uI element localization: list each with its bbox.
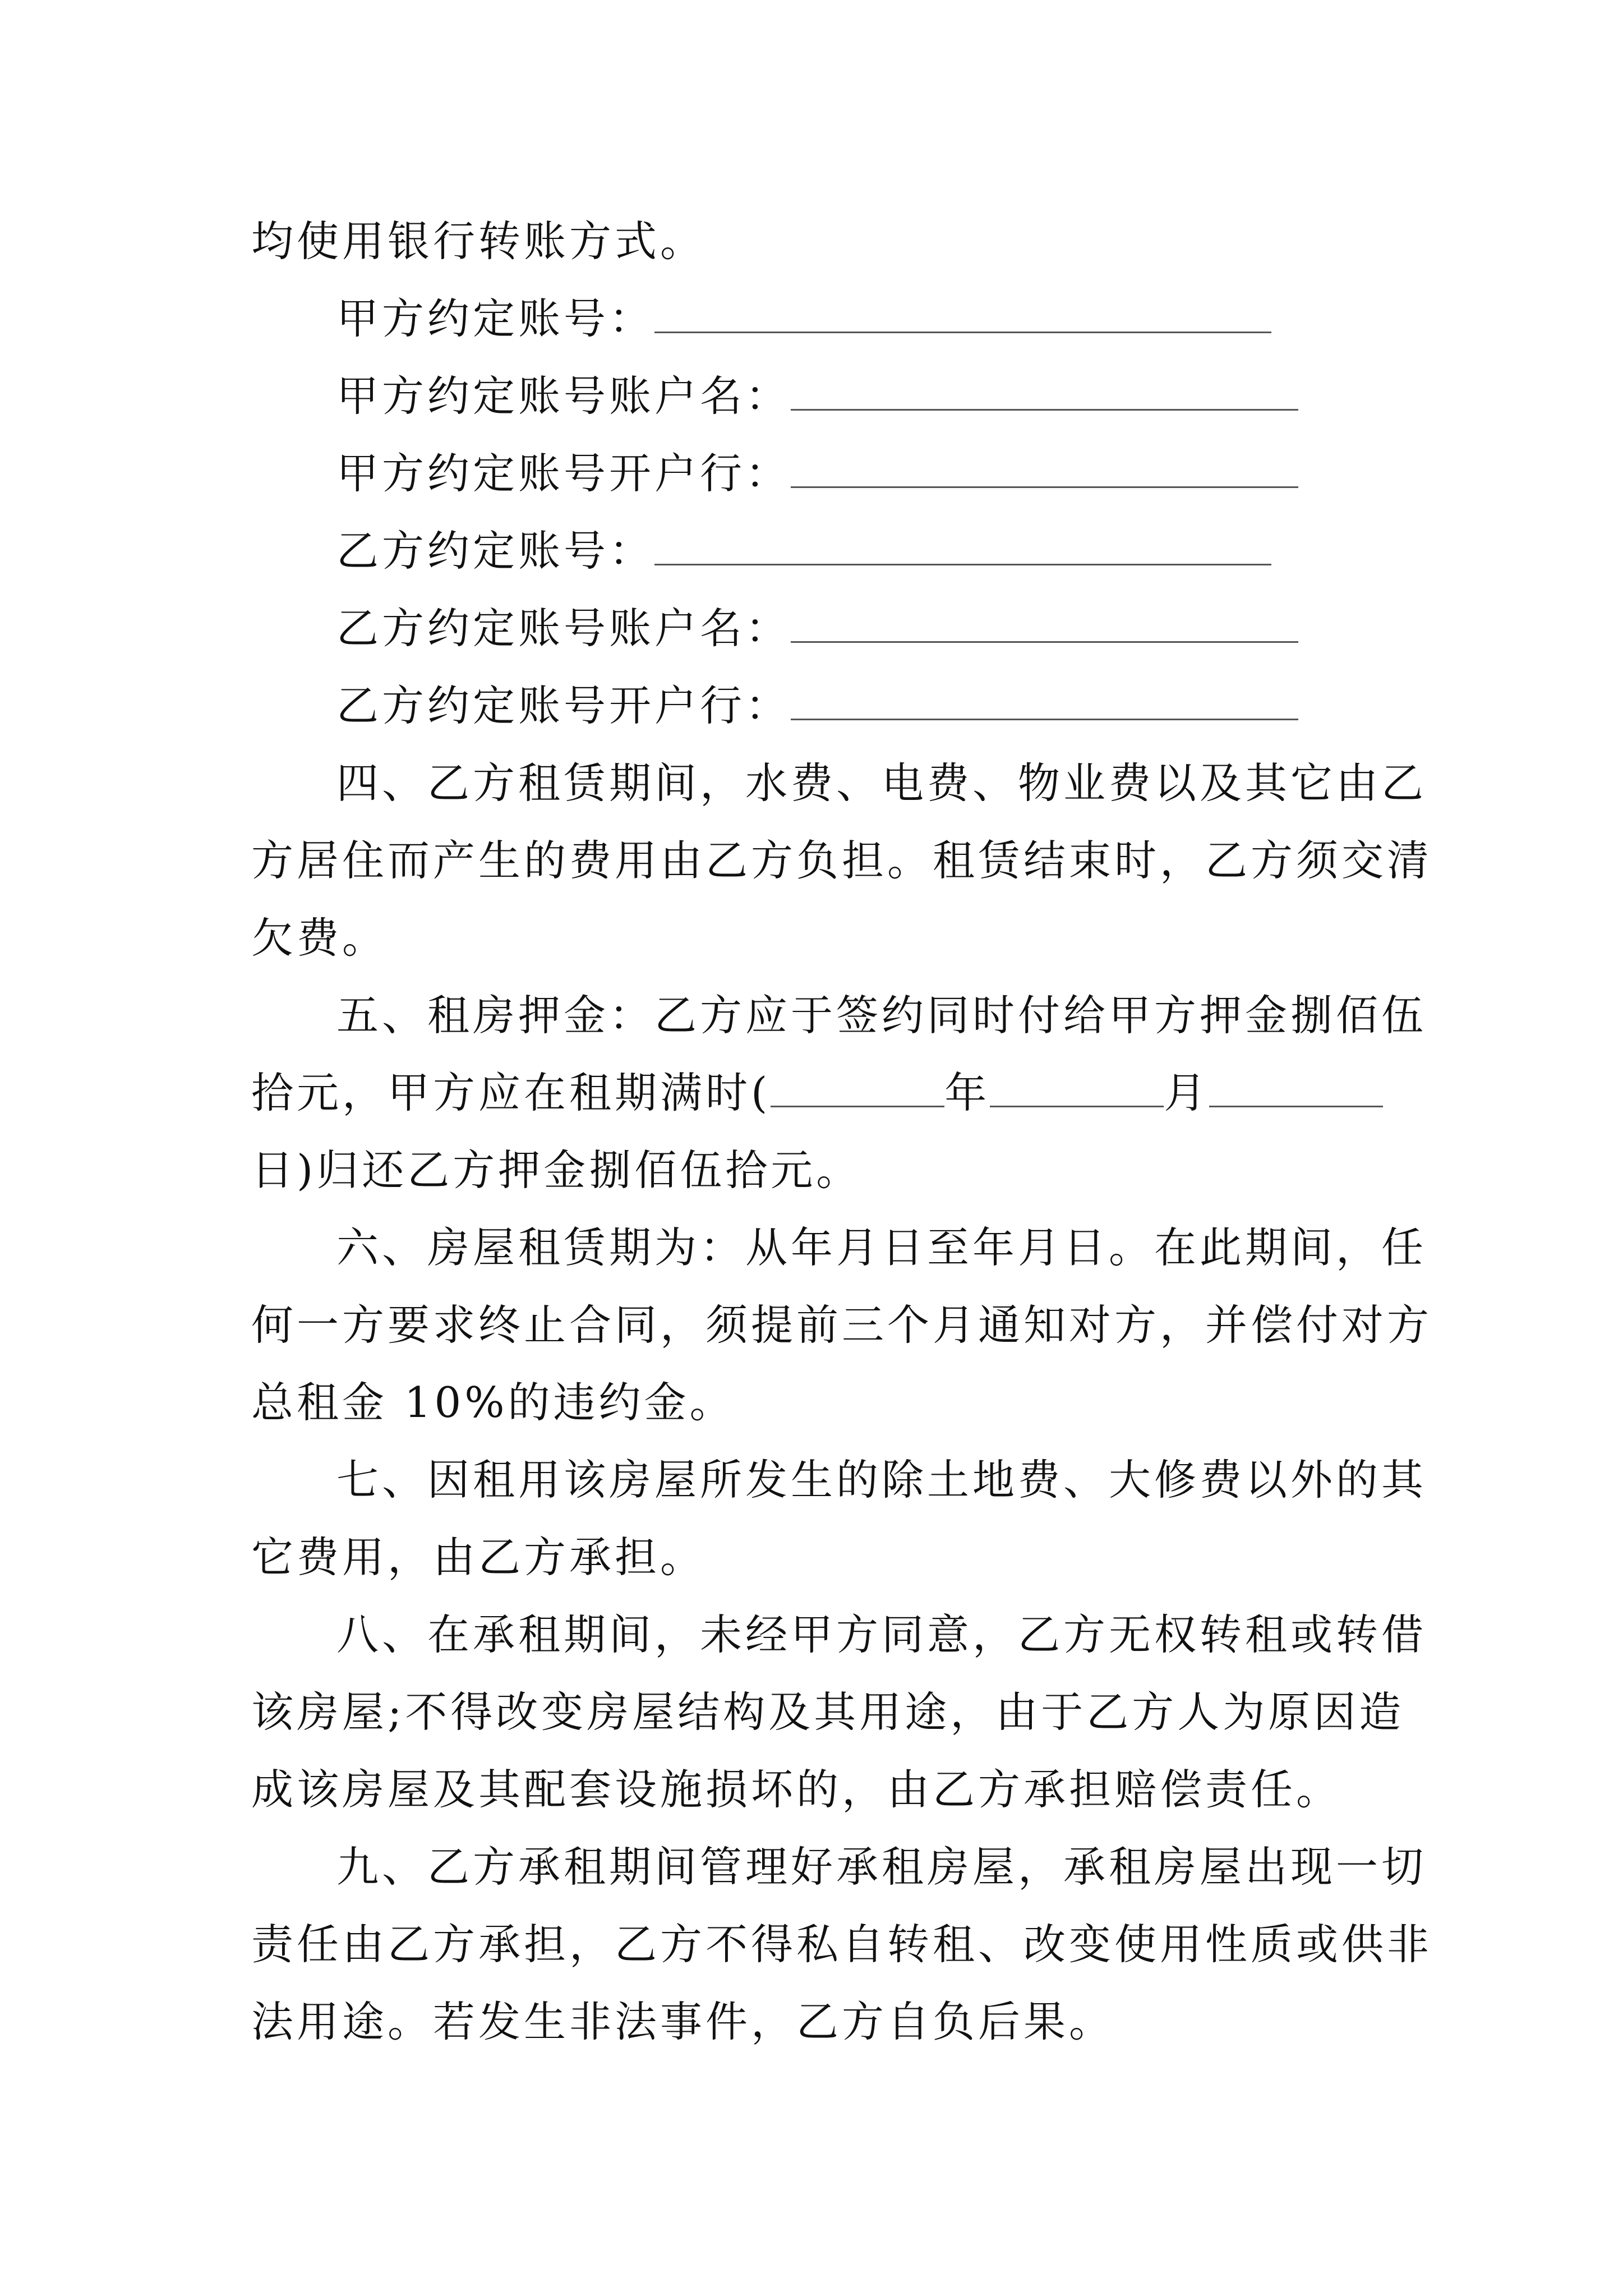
account-label: 甲方约定账号： bbox=[336, 294, 655, 343]
account-label: 乙方约定账号账户名： bbox=[336, 604, 791, 653]
text-line: 七、因租用该房屋所发生的除土地费、大修费以外的其 bbox=[336, 1455, 1427, 1504]
text-segment: 拾元，甲方应在租期满时( bbox=[251, 1068, 771, 1117]
text-line: 五、租房押金：乙方应于签约同时付给甲方押金捌佰伍 bbox=[336, 991, 1427, 1040]
account-label: 乙方约定账号： bbox=[336, 526, 655, 576]
text-line: 均使用银行转账方式。 bbox=[251, 217, 706, 266]
account-label: 甲方约定账号账户名： bbox=[336, 371, 791, 421]
text-line: 法用途。若发生非法事件，乙方自负后果。 bbox=[251, 1997, 1115, 2046]
fill-in-blank[interactable] bbox=[654, 296, 1271, 333]
fill-in-blank[interactable] bbox=[791, 373, 1298, 411]
text-line: 总租金 10%的违约金。 bbox=[251, 1378, 735, 1427]
text-line: 日)归还乙方押金捌佰伍拾元。 bbox=[251, 1145, 862, 1195]
text-line: 欠费。 bbox=[251, 913, 388, 963]
account-line bbox=[336, 368, 1395, 424]
account-line bbox=[336, 523, 1395, 579]
text-line: 六、房屋租赁期为：从年月日至年月日。在此期间，任 bbox=[336, 1223, 1427, 1272]
text-line: 何一方要求终止合同，须提前三个月通知对方，并偿付对方 bbox=[251, 1300, 1433, 1350]
fill-in-blank[interactable] bbox=[654, 528, 1271, 565]
text-segment: 年 bbox=[944, 1068, 990, 1117]
text-line: 方居住而产生的费用由乙方负担。租赁结束时，乙方须交清 bbox=[251, 836, 1433, 885]
text-line: 八、在承租期间，未经甲方同意，乙方无权转租或转借 bbox=[336, 1610, 1427, 1659]
account-label: 甲方约定账号开户行： bbox=[336, 449, 791, 498]
fill-in-blank-year[interactable] bbox=[771, 1070, 944, 1107]
text-line: 它费用，由乙方承担。 bbox=[251, 1533, 706, 1582]
text-line: 九、乙方承租期间管理好承租房屋，承租房屋出现一切 bbox=[336, 1842, 1427, 1892]
fill-in-blank[interactable] bbox=[791, 683, 1298, 720]
fill-in-blank[interactable] bbox=[791, 605, 1298, 643]
account-line bbox=[336, 445, 1395, 501]
text-line: 该房屋;不得改变房屋结构及其用途，由于乙方人为原因造 bbox=[251, 1687, 1405, 1737]
account-line bbox=[336, 678, 1395, 734]
account-line bbox=[336, 600, 1395, 656]
account-label: 乙方约定账号开户行： bbox=[336, 681, 791, 730]
fill-in-blank-month[interactable] bbox=[990, 1070, 1164, 1107]
fill-in-blank[interactable] bbox=[791, 450, 1298, 488]
text-segment: 月 bbox=[1164, 1068, 1210, 1117]
account-line bbox=[336, 291, 1395, 347]
text-line bbox=[251, 1065, 1395, 1121]
text-line: 四、乙方租赁期间，水费、电费、物业费以及其它由乙 bbox=[336, 758, 1427, 808]
fill-in-blank-day[interactable] bbox=[1209, 1070, 1383, 1107]
text-line: 成该房屋及其配套设施损坏的，由乙方承担赔偿责任。 bbox=[251, 1765, 1342, 1814]
text-line: 责任由乙方承担，乙方不得私自转租、改变使用性质或供非 bbox=[251, 1920, 1433, 1969]
